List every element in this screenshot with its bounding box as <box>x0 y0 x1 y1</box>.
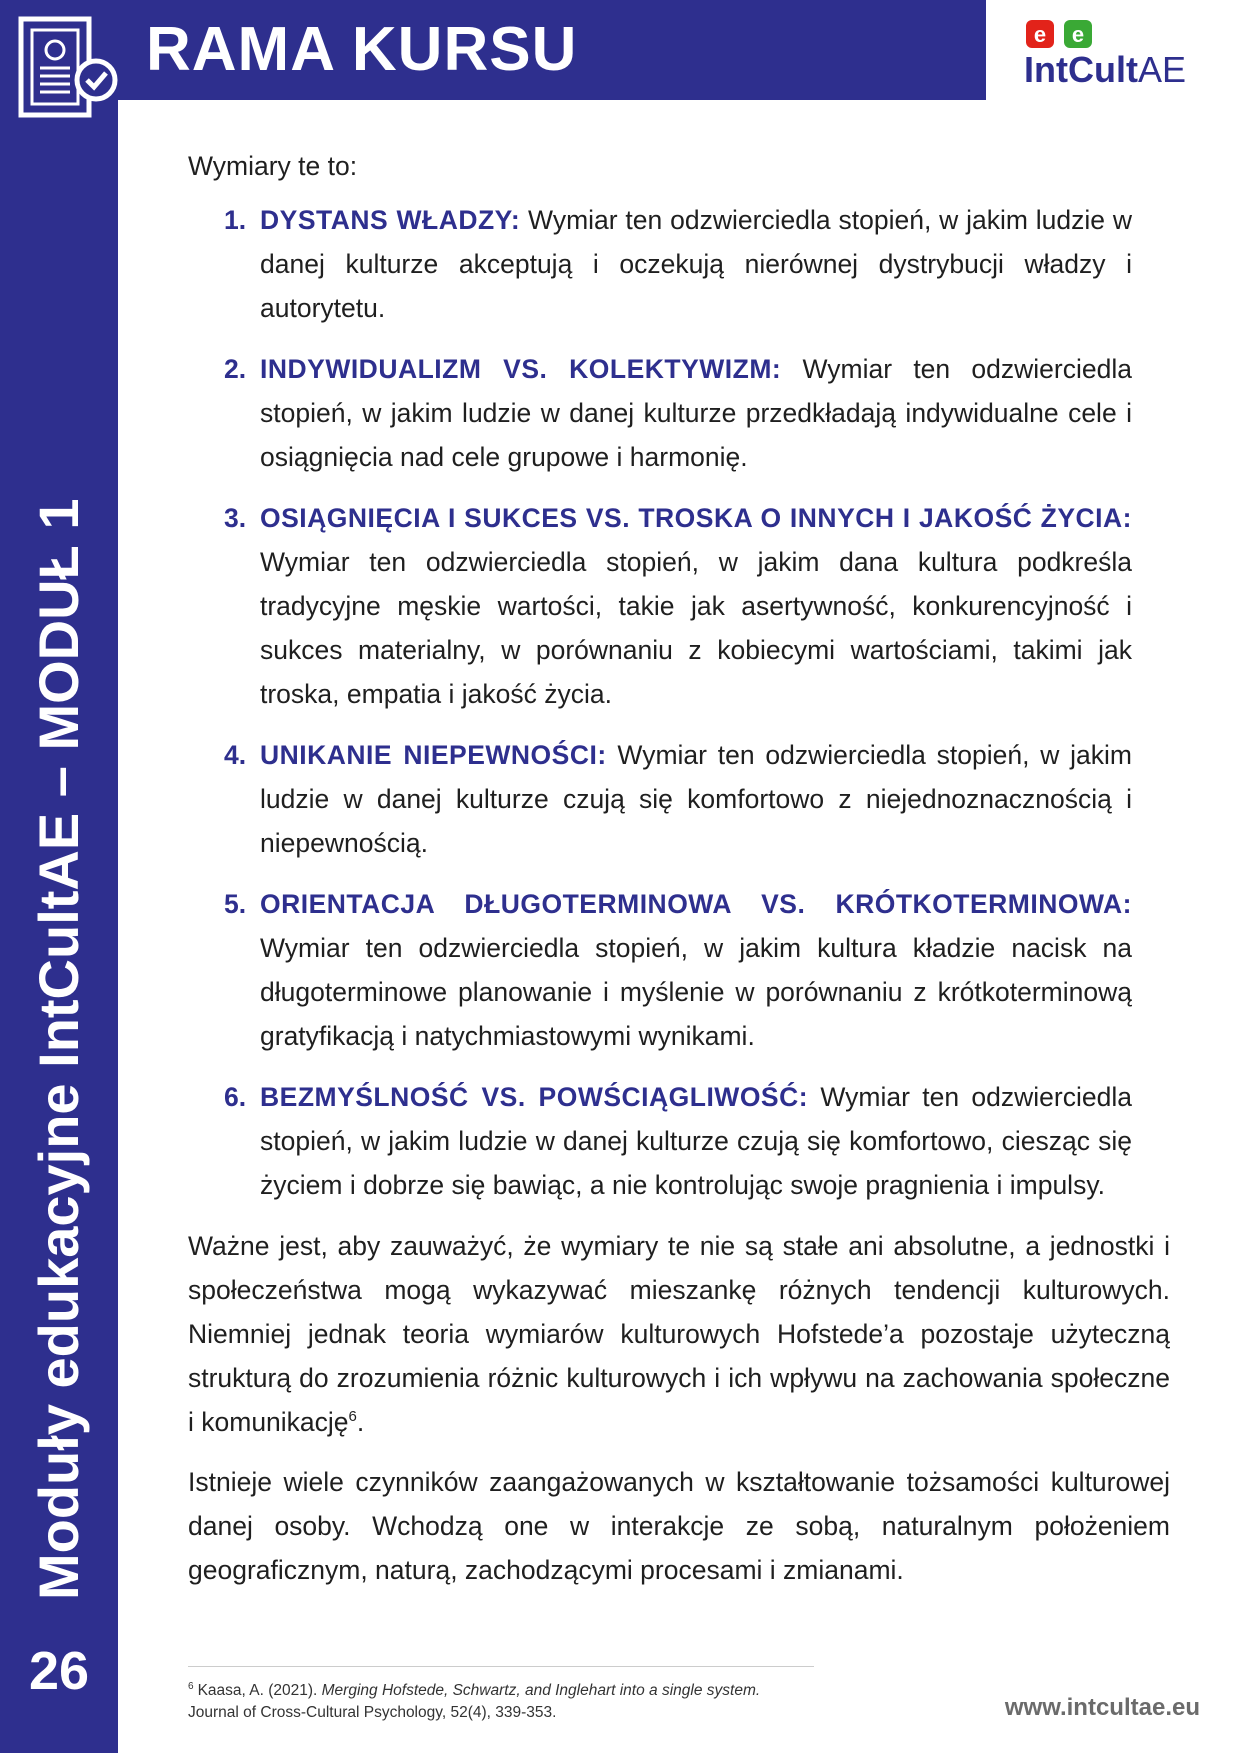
dimensions-list <box>188 198 1170 1207</box>
dimension-term: ORIENTACJA DŁUGOTERMINOWA VS. KRÓTKOTERMINOWA: <box>260 889 1132 919</box>
dimension-term: DYSTANS WŁADZY: <box>260 205 521 235</box>
list-item <box>224 1075 1132 1207</box>
logo-wordmark-thin: AE <box>1137 49 1186 90</box>
dimension-term: BEZMYŚLNOŚĆ VS. POWŚCIĄGLIWOŚĆ: <box>260 1082 809 1112</box>
logo-wordmark-bold: IntCult <box>1024 49 1138 90</box>
list-number: 2. <box>224 354 247 384</box>
svg-text:e: e <box>1033 22 1047 47</box>
page-title: RAMA KURSU <box>146 15 578 84</box>
dimension-term: OSIĄGNIĘCIA I SUKCES VS. TROSKA O INNYCH I JAKOŚĆ ŻYCIA: <box>260 503 1132 533</box>
list-item <box>224 198 1133 330</box>
logo-mark-icon <box>1024 18 1096 52</box>
checklist-document-icon <box>18 16 118 128</box>
logo-wordmark <box>1024 50 1186 90</box>
footnote-marker: 6 <box>188 1681 194 1692</box>
list-number: 4. <box>224 740 247 770</box>
main-content <box>188 144 1170 1592</box>
list-item <box>224 882 1132 1058</box>
intro-text: Wymiary te to: <box>188 151 358 181</box>
paragraph-end: . <box>356 1407 365 1437</box>
paragraph-identity: Istnieje wiele czynników zaangażowanych w kształtowanie tożsamości kulturowej danej osoby. Wchodzą one w interakcje ze sobą, naturalnym położeniem geograficznym, naturą, zachodzącymi procesami i zmianami. <box>188 1467 1170 1585</box>
list-number: 1. <box>224 205 247 235</box>
list-item <box>224 347 1132 479</box>
dimension-text: Wymiar ten odzwierciedla stopień, w jakim ludzie w danej kulturze przedkładają indywidualne cele i osiągnięcia nad cele grupowe i harmonię. <box>260 354 1132 472</box>
svg-text:e: e <box>1071 22 1085 47</box>
footnote <box>188 1676 908 1724</box>
list-item <box>224 733 1132 865</box>
dimension-text: Wymiar ten odzwierciedla stopień, w jakim dana kultura podkreśla tradycyjne męskie wartości, takie jak asertywność, konkurencyjność i sukces materialny, w porównaniu z kobiecymi wartościami, takimi jak troska, empatia i jakość życia. <box>260 547 1132 709</box>
paragraph-text: Ważne jest, aby zauważyć, że wymiary te nie są stałe ani absolutne, a jednostki i społeczeństwa mogą wykazywać mieszankę różnych tendencji kulturowych. Niemniej jednak teoria wymiarów kulturowych Hofstede’a pozostaje użyteczną strukturą do zrozumienia różnic kulturowych i ich wpływu na zachowania społeczne i komunikację <box>188 1231 1170 1437</box>
list-number: 3. <box>224 503 247 533</box>
intcultae-logo <box>1024 18 1204 88</box>
page-number: 26 <box>28 1641 90 1701</box>
website-link[interactable]: www.intcultae.eu <box>1004 1694 1200 1721</box>
dimension-term: UNIKANIE NIEPEWNOŚCI: <box>260 740 607 770</box>
dimension-text: Wymiar ten odzwierciedla stopień, w jakim ludzie w danej kulturze czują się komfortowo z niejednoznacznością i niepewnością. <box>260 740 1132 858</box>
footnote-reference: 6 <box>348 1408 357 1426</box>
dimension-text: Wymiar ten odzwierciedla stopień, w jakim kultura kładzie nacisk na długoterminowe planowanie i myślenie w porównaniu z krótkoterminową gratyfikacją i natychmiastowymi wynikami. <box>260 933 1132 1051</box>
list-number: 5. <box>224 889 247 919</box>
list-item <box>224 496 1132 716</box>
paragraph-hofstede <box>188 1224 1170 1444</box>
footnote-divider <box>188 1666 814 1667</box>
footnote-title: Merging Hofstede, Schwartz, and Inglehart into a single system. <box>321 1682 761 1700</box>
dimension-text: Wymiar ten odzwierciedla stopień, w jakim ludzie w danej kulturze czują się komfortowo, ciesząc się życiem i dobrze się bawiąc, a nie kontrolując swoje pragnienia i impulsy. <box>260 1082 1132 1200</box>
dimension-term: INDYWIDUALIZM VS. KOLEKTYWIZM: <box>260 354 782 384</box>
footnote-author: Kaasa, A. (2021). <box>197 1682 322 1700</box>
module-vertical-title: Moduły edukacyjne IntCultAE – MODUŁ 1 <box>27 498 90 1600</box>
list-number: 6. <box>224 1082 247 1112</box>
dimension-text: Wymiar ten odzwierciedla stopień, w jakim ludzie w danej kulturze akceptują i oczekują nierównej dystrybucji władzy i autorytetu. <box>260 205 1133 323</box>
footnote-journal: Journal of Cross-Cultural Psychology, 52(4), 339-353. <box>188 1704 557 1722</box>
